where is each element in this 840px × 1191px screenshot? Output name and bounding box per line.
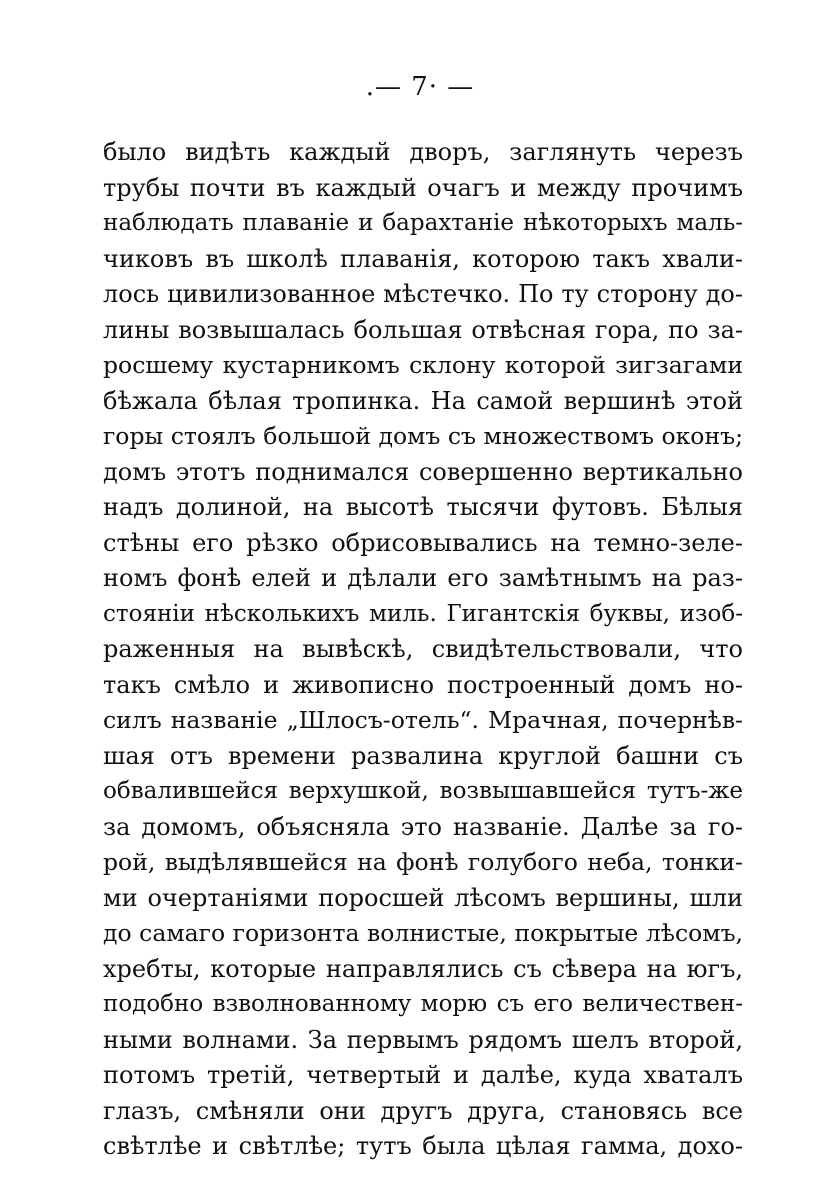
text-line: чиковъ въ школѣ плаванія, которою такъ хвали- [103, 244, 743, 273]
text-line: хребты, которые направлялись съ сѣвера на югъ, [103, 954, 743, 983]
text-line: обвалившейся верхушкой, возвышавшейся тутъ-же [103, 778, 743, 804]
page-number: .— 7· — [365, 72, 475, 102]
text-line: было видѣть каждый дворъ, заглянуть черезъ [103, 138, 743, 166]
text-line: трубы почти въ каждый очагъ и между прочимъ [103, 173, 743, 202]
text-line: раженныя на вывѣскѣ, свидѣтельствовали, что [103, 635, 743, 663]
text-line: номъ фонѣ елей и дѣлали его замѣтнымъ на раз- [103, 564, 743, 592]
text-line: ми очертаніями поросшей лѣсомъ вершины, шли [103, 883, 743, 912]
text-line: росшему кустарникомъ склону которой зигзагами [103, 351, 743, 379]
text-line: стояніи нѣсколькихъ миль. Гигантскія буквы, изоб- [103, 600, 743, 627]
text-line: домъ этотъ поднимался совершенно вертикально [103, 457, 743, 486]
text-line: подобно взволнованному морю съ его величествен- [103, 991, 743, 1017]
text-line: до самаго горизонта волнистые, покрытые лѣсомъ, [103, 919, 743, 947]
text-line: свѣтлѣе и свѣтлѣе; тутъ была цѣлая гамма, дохо- [103, 1132, 743, 1160]
body-text [103, 135, 743, 1165]
text-line: глазъ, смѣняли они другъ друга, становясь все [103, 1096, 743, 1125]
text-line: силъ названіе „Шлосъ-отель“. Мрачная, почернѣв- [103, 706, 743, 734]
text-line: наблюдать плаваніе и барахтаніе нѣкоторыхъ маль- [103, 210, 743, 236]
text-line: лось цивилизованное мѣстечко. По ту сторону до- [103, 280, 743, 308]
text-line: бѣжала бѣлая тропинка. На самой вершинѣ этой [103, 386, 743, 415]
text-line: потомъ третій, четвертый и далѣе, куда хваталъ [103, 1061, 743, 1089]
text-line: шая отъ времени развалина круглой башни съ [103, 741, 743, 770]
text-line: за домомъ, объясняла это названіе. Далѣе за го- [103, 812, 743, 841]
text-line: горы стоялъ большой домъ съ множествомъ оконъ; [103, 422, 743, 450]
text-line: надъ долиной, на высотѣ тысячи футовъ. Бѣлыя [103, 493, 743, 521]
text-line: ными волнами. За первымъ рядомъ шелъ второй, [103, 1025, 743, 1054]
text-line: рой, выдѣлявшейся на фонѣ голубого неба, тонки- [103, 848, 743, 876]
text-line: такъ смѣло и живописно построенный домъ но- [103, 670, 743, 699]
text-line: стѣны его рѣзко обрисовывались на темно-зеле- [103, 528, 743, 557]
text-line: лины возвышалась большая отвѣсная гора, по за- [103, 315, 743, 344]
